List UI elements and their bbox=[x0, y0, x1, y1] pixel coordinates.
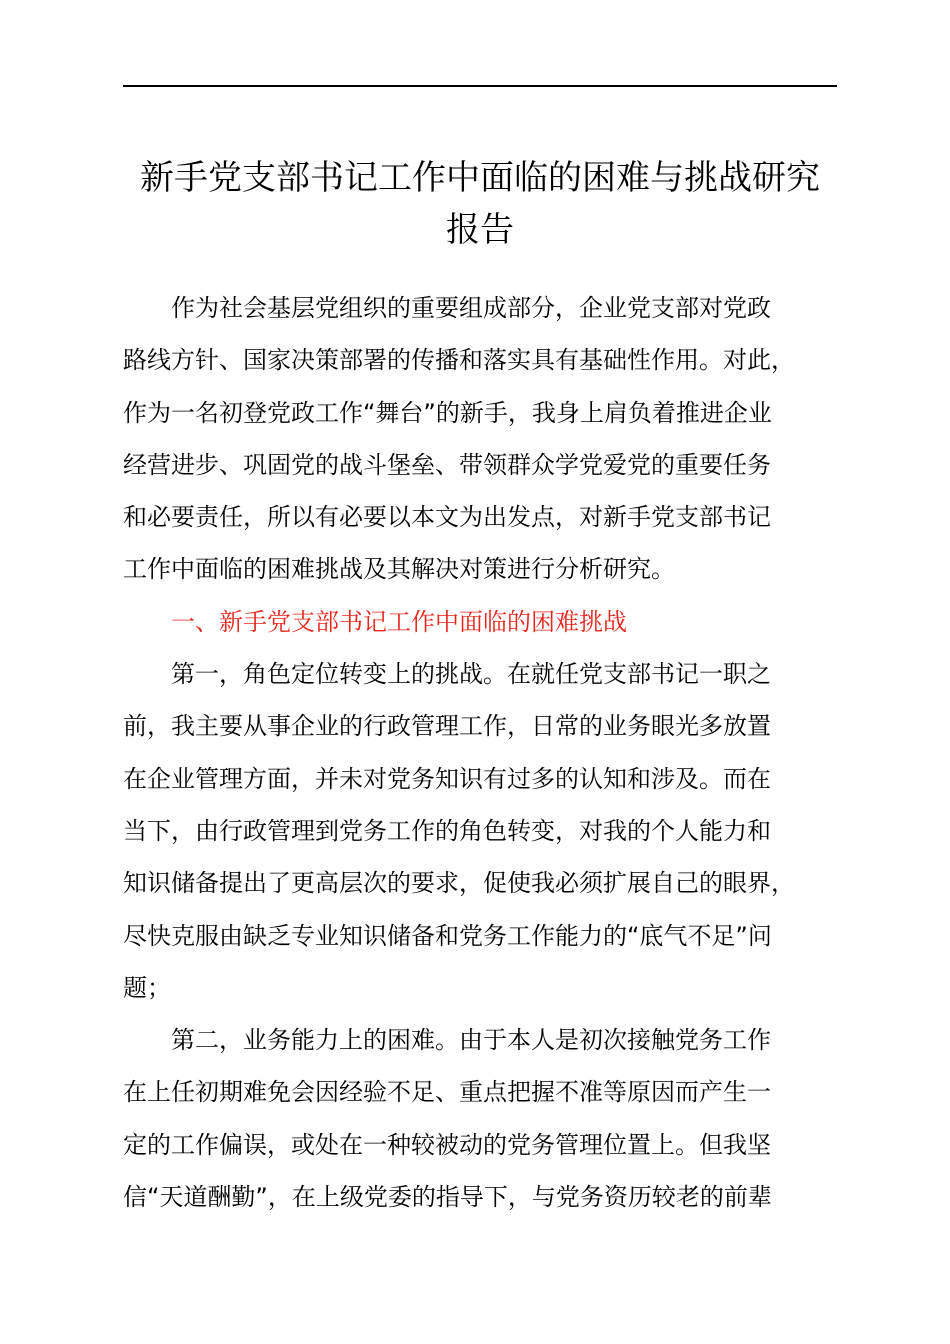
document-title bbox=[110, 152, 850, 256]
paragraph-line: 工作中面临的困难挑战及其解决对策进行分析研究。 bbox=[123, 555, 675, 584]
paragraph-line: 当下，由行政管理到党务工作的角色转变，对我的个人能力和 bbox=[123, 816, 771, 845]
paragraph-line: 作为社会基层党组织的重要组成部分，企业党支部对党政 bbox=[171, 294, 771, 322]
paragraph-line: 在企业管理方面，并未对党务知识有过多的认知和涉及。而在 bbox=[123, 764, 771, 793]
paragraph-line: 作为一名初登党政工作“舞台”的新手，我身上肩负着推进企业 bbox=[123, 398, 772, 427]
paragraph-line: 第二，业务能力上的困难。由于本人是初次接触党务工作 bbox=[171, 1026, 771, 1055]
intro-paragraph bbox=[123, 282, 843, 596]
paragraph-line: 路线方针、国家决策部署的传播和落实具有基础性作用。对此， bbox=[123, 346, 795, 375]
paragraph-line: 信“天道酬勤”，在上级党委的指导下，与党务资历较老的前辈 bbox=[123, 1183, 772, 1212]
paragraph-line: 和必要责任，所以有必要以本文为出发点，对新手党支部书记 bbox=[123, 503, 771, 532]
paragraph-line: 经营进步、巩固党的战斗堡垒、带领群众学党爱党的重要任务 bbox=[123, 450, 771, 479]
challenge-paragraph-2 bbox=[123, 1014, 843, 1223]
paragraph-line: 知识储备提出了更高层次的要求，促使我必须扩展自己的眼界， bbox=[123, 869, 795, 898]
section-heading-text: 一、新手党支部书记工作中面临的困难挑战 bbox=[171, 607, 627, 636]
paragraph-line: 定的工作偏误，或处在一种较被动的党务管理位置上。但我坚 bbox=[123, 1130, 771, 1159]
title-line-2: 报告 bbox=[446, 210, 514, 250]
header-rule bbox=[123, 85, 837, 87]
paragraph-line: 前，我主要从事企业的行政管理工作，日常的业务眼光多放置 bbox=[123, 712, 771, 741]
paragraph-line: 第一，角色定位转变上的挑战。在就任党支部书记一职之 bbox=[171, 660, 771, 689]
paragraph-line: 在上任初期难免会因经验不足、重点把握不准等原因而产生一 bbox=[123, 1078, 771, 1107]
challenge-paragraph-1 bbox=[123, 648, 843, 1014]
section-heading bbox=[123, 596, 843, 648]
paragraph-line: 题； bbox=[123, 973, 171, 1002]
title-line-1: 新手党支部书记工作中面临的困难与挑战研究 bbox=[140, 158, 820, 198]
paragraph-line: 尽快克服由缺乏专业知识储备和党务工作能力的“底气不足”问 bbox=[123, 921, 772, 950]
document-body bbox=[123, 282, 843, 1223]
